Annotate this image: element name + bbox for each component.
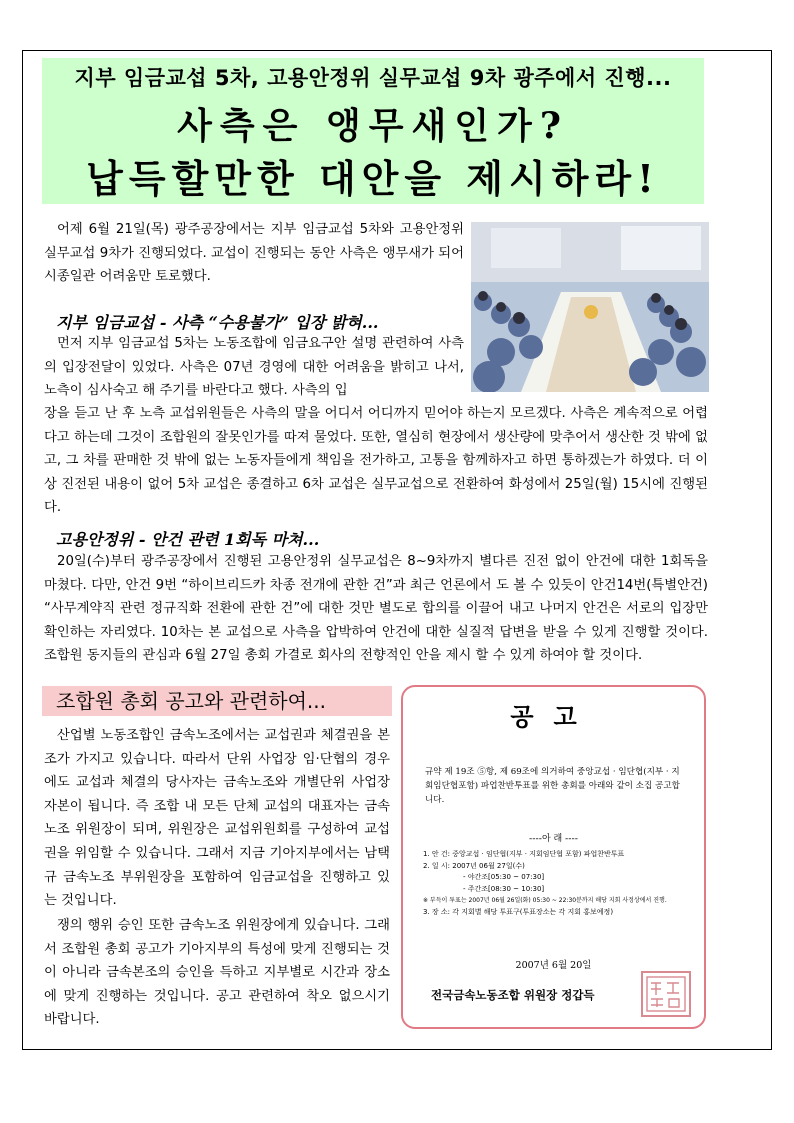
section1-paragraph-top: 먼저 지부 임금교섭 5차는 노동조합에 임금요구안 설명 관련하여 사측의 입장전달이 있었다. 사측은 07년 경영에 대한 어려움을 밝히고 나서, 노측이 심사숙고 해 주기를 바란다고 했다. 사측의 입 xyxy=(44,336,464,399)
section2-title: 고용안정위 - 안건 관련 1회독 마쳐... xyxy=(56,530,320,549)
section1-paragraph-rest: 장을 듣고 난 후 노측 교섭위원들은 사측의 말을 어디서 어디까지 믿어야 하는지 모르겠다. 사측은 계속적으로 어렵다고 하는데 그것이 조합원의 잘못인가를 따져 물었다. 또한, 열심히 현장에서 생산량에 맞추어서 생산한 것 밖에 없고, 그 차를 판매한 것 밖에 없는 노동자들에게 책임을 전가하고, 고통을 함께하자고 하면 통하겠는가 하였다. 더 이상 진전된 내용이 없어 5차 교섭은 종결하고 6차 교섭은 실무교섭으로 전환하여 화성에서 25일(월) 15시에 진행된다. xyxy=(44,406,708,516)
intro-paragraph: 어제 6월 21일(목) 광주공장에서는 지부 임금교섭 5차와 고용안정위 실무교섭 9차가 진행되었다. 교섭이 진행되는 동안 사측은 앵무새가 되어 시종일관 어려움만 토로했다. xyxy=(44,222,464,285)
notice-body: 규약 제 19조 ⑤항, 제 69조에 의거하여 중앙교섭 · 임단협(지부 · 지회임단협포함) 파업찬반투표를 위한 총회를 아래와 같이 소집 공고합니다. xyxy=(425,767,680,805)
notice-item: - 주간조[08:30 ~ 10:30] xyxy=(463,884,545,893)
headline-box xyxy=(42,58,704,204)
notice-signature: 전국금속노동조합 위원장 정갑득 xyxy=(431,988,595,1002)
headline-top: 지부 임금교섭 5차, 고용안정위 실무교섭 9차 광주에서 진행... xyxy=(74,66,672,90)
notice-item: 1. 안 건: 중앙교섭 · 임단협(지부 · 지회임단협 포함) 파업찬반투표 xyxy=(423,850,625,858)
meeting-photo-image xyxy=(471,222,709,392)
notice-date: 2007년 6월 20일 xyxy=(515,960,592,971)
notice-box xyxy=(401,685,706,1029)
section3-paragraph-2: 쟁의 행위 승인 또한 금속노조 위원장에게 있습니다. 그래서 조합원 총회 공고가 기아지부의 특성에 맞게 진행되는 것이 아니라 금속본조의 승인을 득하고 지부별로 시간과 장소에 맞게 진행하는 것입니다. 공고 관련하여 착오 없으시기 바랍니다. xyxy=(44,918,390,1028)
section1-title: 지부 임금교섭 - 사측 “수용불가” 입장 밝혀... xyxy=(56,313,379,332)
notice-items xyxy=(423,849,693,918)
meeting-photo xyxy=(471,222,709,392)
notice-item: 3. 장 소: 각 지회별 해당 투표구(투표장소는 각 지회 홍보예정) xyxy=(423,907,614,916)
official-seal-icon xyxy=(641,971,691,1017)
notice-item: 2. 일 시: 2007년 06월 27일(수) xyxy=(423,861,525,870)
section3-title: 조합원 총회 공고와 관련하여... xyxy=(42,686,392,716)
headline-main: 사측은 앵무새인가? xyxy=(177,105,569,147)
notice-separator: ----아 래 ---- xyxy=(528,834,579,844)
section3-paragraph-1: 산업별 노동조합인 금속노조에서는 교섭권과 체결권을 본조가 가지고 있습니다. 따라서 단위 사업장 임·단협의 경우에도 교섭과 체결의 당사자는 금속노조와 개별단위 사업장 자본이 됩니다. 즉 조합 내 모든 단체 교섭의 대표자는 금속노조 위원장이 되며, 위원장은 교섭위원회를 구성하여 교섭권을 위임할 수 있습니다. 그래서 지금 기아지부에서는 남택규 금속노조 부위원장을 포함하여 임금교섭을 진행하고 있는 것입니다. xyxy=(44,728,390,909)
notice-title: 공고 xyxy=(510,703,597,731)
headline-sub: 납득할만한 대안을 제시하라! xyxy=(86,156,660,201)
notice-item: - 야간조[05:30 ~ 07:30] xyxy=(463,873,545,881)
notice-item: ※ 부득이 투표는 2007년 06월 26일(화) 05:30 ~ 22:30분까지 해당 지회 사정상에서 진행. xyxy=(423,897,667,904)
section2-paragraph: 20일(수)부터 광주공장에서 진행된 고용안정위 실무교섭은 8~9차까지 별다른 진전 없이 안건에 대한 1회독을 마쳤다. 다만, 안건 9번 “하이브리드카 차종 전개에 관한 건”과 최근 언론에서 도 볼 수 있듯이 안건14번(특별안건) “사무계약직 관련 정규직화 전환에 관한 건”에 대한 것만 별도로 합의를 이끌어 내고 나머지 안건은 서로의 입장만 확인하는 자리였다. 10차는 본 교섭으로 사측을 압박하여 안건에 대한 실질적 답변을 받을 수 있게 진행할 것이다. 조합원 동지들의 관심과 6월 27일 총회 가결로 회사의 전향적인 안을 제시 할 수 있게 하여야 할 것이다. xyxy=(44,554,708,664)
